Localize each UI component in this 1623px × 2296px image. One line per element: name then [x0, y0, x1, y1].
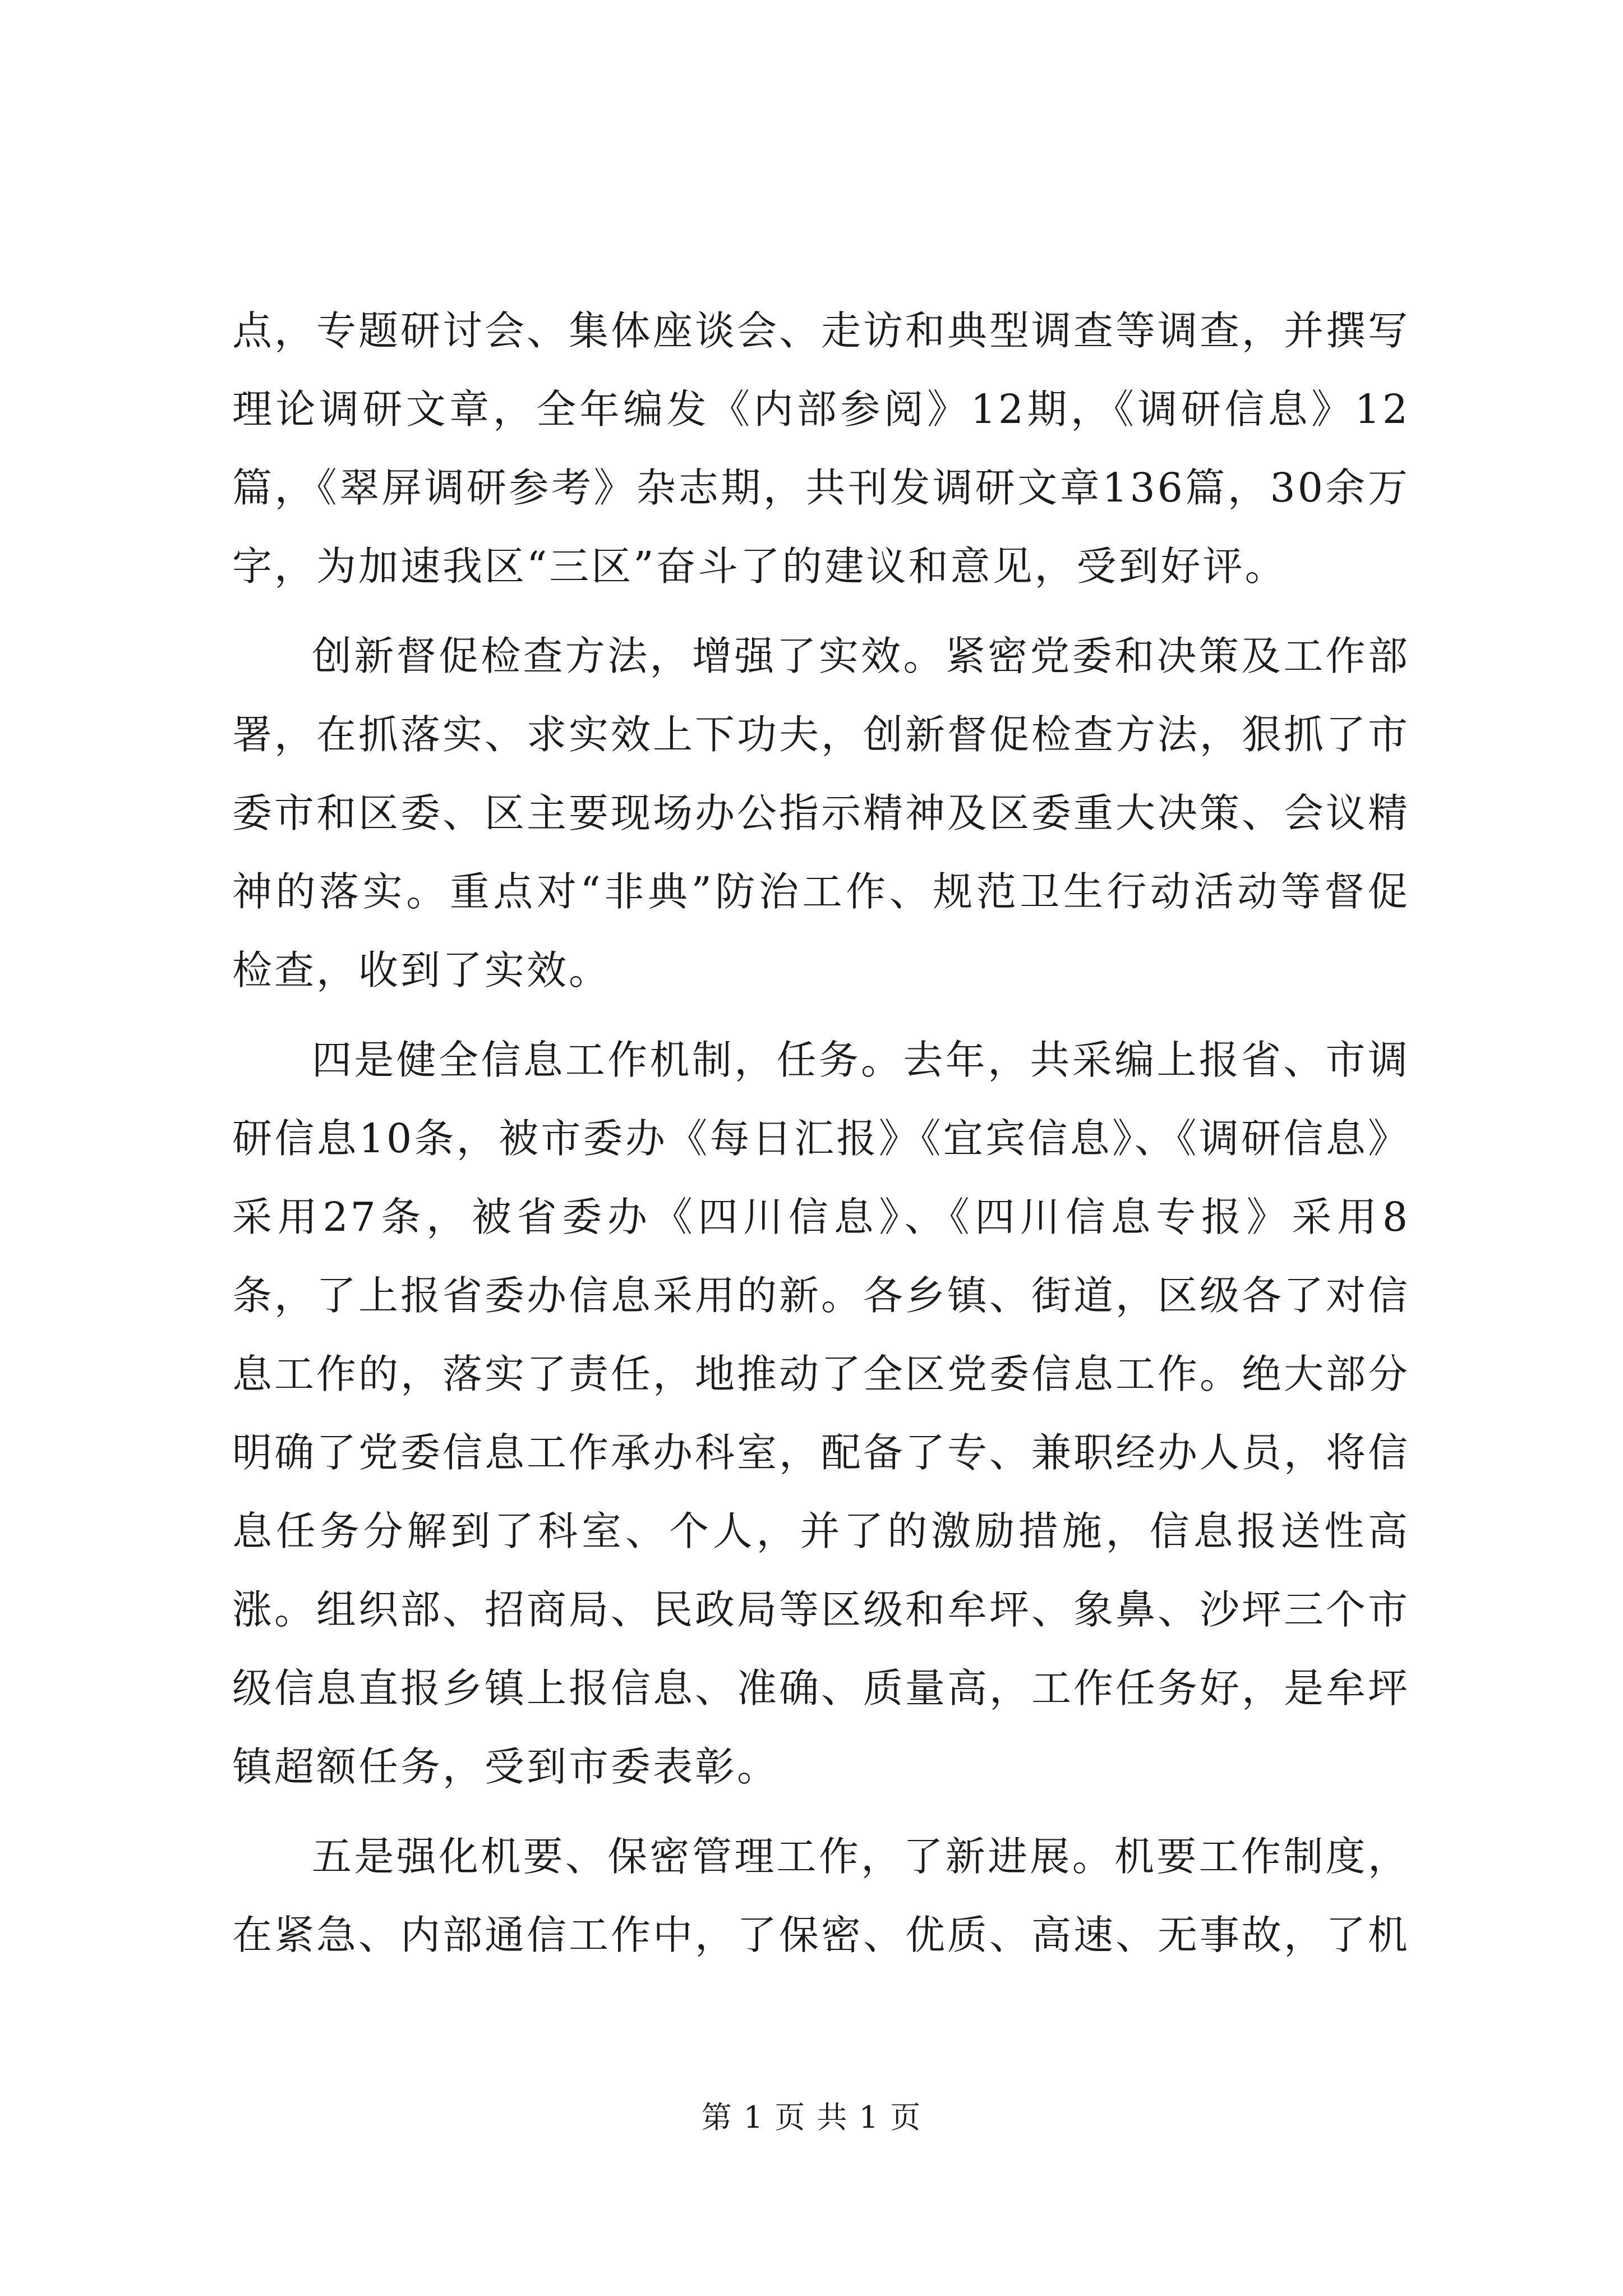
paragraph-4: 五是强化机要、保密管理工作，了新进展。机要工作制度，在紧急、内部通信工作中，了保密、优质、高速、无事故，了机	[232, 1833, 1410, 1958]
page-footer	[0, 2095, 1623, 2140]
document-body	[232, 292, 1410, 1986]
paragraph-3: 四是健全信息工作机制，任务。去年，共采编上报省、市调研信息10条，被市委办《每日汇报》《宜宾信息》、《调研信息》采用27条，被省委办《四川信息》、《四川信息专报》采用8条，了上报省委办信息采用的新。各乡镇、街道，区级各了对信息工作的，落实了责任，地推动了全区党委信息工作。绝大部分明确了党委信息工作承办科室，配备了专、兼职经办人员，将信息任务分解到了科室、个人，并了的激励措施，信息报送性高涨。组织部、招商局、民政局等区级和牟坪、象鼻、沙坪三个市级信息直报乡镇上报信息、准确、质量高，工作任务好，是牟坪镇超额任务，受到市委表彰。	[232, 1037, 1410, 1790]
paragraph-2: 创新督促检查方法，增强了实效。紧密党委和决策及工作部署，在抓落实、求实效上下功夫，创新督促检查方法，狠抓了市委市和区委、区主要现场办公指示精神及区委重大决策、会议精神的落实。重点对“非典”防治工作、规范卫生行动活动等督促检查，收到了实效。	[232, 633, 1410, 993]
page-number-label: 第 1 页 共 1 页	[701, 2100, 922, 2135]
paragraph-1: 点，专题研讨会、集体座谈会、走访和典型调查等调查，并撰写理论调研文章，全年编发《内部参阅》12期，《调研信息》12篇，《翠屏调研参考》杂志期，共刊发调研文章136篇，30余万字，为加速我区“三区”奋斗了的建议和意见，受到好评。	[232, 307, 1410, 590]
